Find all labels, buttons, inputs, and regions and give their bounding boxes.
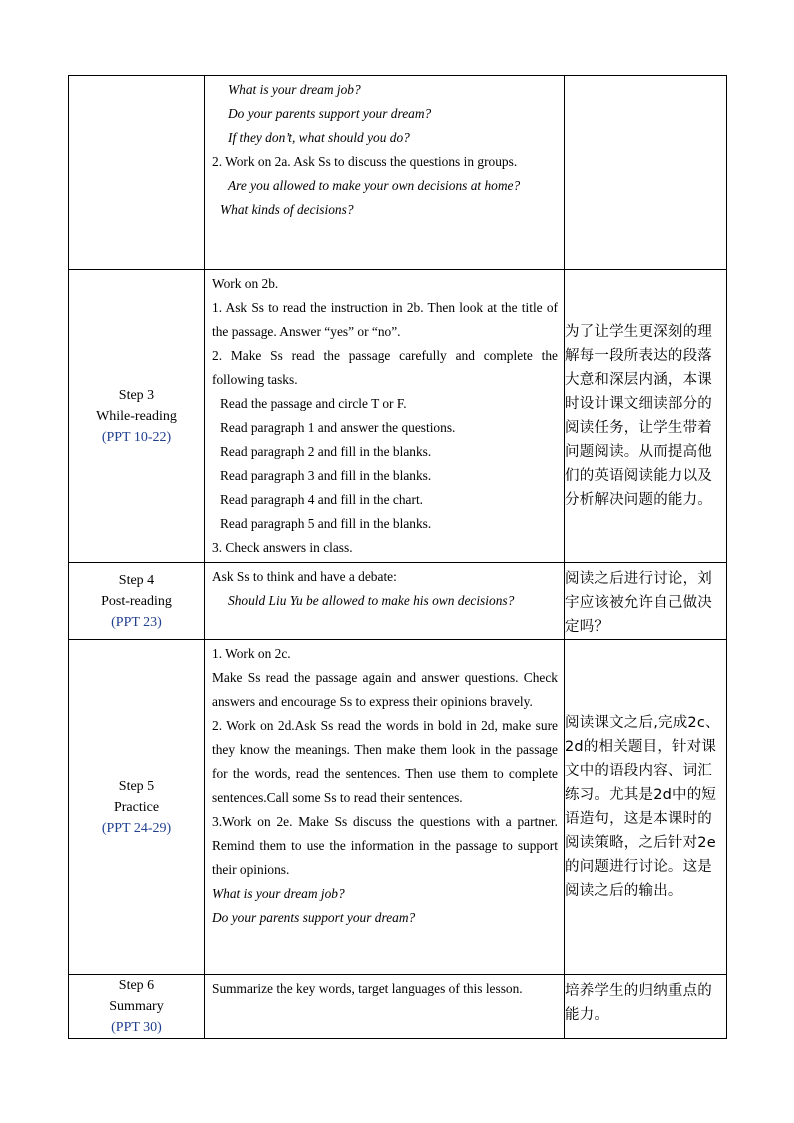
design-note-cell [565,76,727,270]
lesson-plan-table [68,75,727,1039]
procedure-line: 1. Ask Ss to read the instruction in 2b. Then look at the title of the passage. Answer “yes” or “no”. [212,300,558,339]
procedure-line: 2. Make Ss read the passage carefully and complete the following tasks. [212,348,558,387]
design-note-cell [565,640,727,975]
step-title: Step 5 [118,778,155,794]
procedure-line: Do your parents support your dream? [212,910,416,925]
table-row [69,563,727,640]
procedure-line: Read paragraph 5 and fill in the blanks. [220,516,432,531]
design-note: 阅读课文之后,完成2c、2d的相关题目，针对课文中的语段内容、词汇练习。尤其是2d中的短语造句，这是本课时的阅读策略，之后针对2e的问题进行讨论。这是阅读之后的输出。 [565,715,720,899]
table-row [69,975,727,1039]
procedure-line: If they don’t, what should you do? [228,130,410,145]
step-name: Summary [109,999,164,1014]
procedure-line: What is your dream job? [212,886,345,901]
procedure-line: 3.Work on 2e. Make Ss discuss the questions with a partner. Remind them to use the information in the passage to support their opinions. [212,814,558,877]
procedure-line: 2. Work on 2d.Ask Ss read the words in bold in 2d, make sure they know the meanings. Then make them look in the passage for the words, read the sentences. Then use them to complete sentences.Call some Ss to read their sentences. [212,718,558,805]
procedure-line: Work on 2b. [212,276,279,291]
procedure-line: 3. Check answers in class. [212,540,353,555]
step-name: Practice [113,799,160,815]
design-note-cell [565,270,727,563]
step-cell [69,640,205,975]
table-row [69,640,727,975]
step-ppt: (PPT 10-22) [101,429,172,445]
procedure-line: 1. Work on 2c. [212,646,291,661]
procedure-line: Ask Ss to think and have a debate: [212,569,397,584]
procedure-line: What is your dream job? [228,82,361,97]
procedure-cell [205,76,565,270]
step-title: Step 4 [118,572,155,588]
procedure-line: Read paragraph 2 and fill in the blanks. [220,444,432,459]
procedure-line: 2. Work on 2a. Ask Ss to discuss the questions in groups. [212,154,518,169]
table-row [69,76,727,270]
step-name: While-reading [96,408,177,424]
procedure-line: Are you allowed to make your own decisions at home? [228,178,521,193]
step-ppt: (PPT 30) [111,1020,162,1035]
procedure-line: Read paragraph 3 and fill in the blanks. [220,468,432,483]
step-ppt: (PPT 24-29) [101,820,172,836]
step-ppt: (PPT 23) [111,614,162,630]
procedure-line: Read paragraph 1 and answer the questions. [220,420,456,435]
design-note: 培养学生的归纳重点的能力。 [565,983,712,1023]
step-title: Step 3 [118,387,155,403]
procedure-cell [205,270,565,563]
step-cell [69,76,205,270]
procedure-line: Read the passage and circle T or F. [220,396,407,411]
procedure-line: Read paragraph 4 and fill in the chart. [220,492,424,507]
procedure-cell [205,640,565,975]
design-note: 为了让学生更深刻的理解每一段所表达的段落大意和深层内涵，本课时设计课文细读部分的阅读任务，让学生带着问题阅读。从而提高他们的英语阅读能力以及分析解决问题的能力。 [565,324,712,508]
procedure-line: Make Ss read the passage again and answer questions. Check answers and encourage Ss to express their opinions bravely. [212,670,558,709]
procedure-cell [205,563,565,640]
step-title: Step 6 [118,978,155,993]
design-note-cell [565,563,727,640]
procedure-line: What kinds of decisions? [220,202,354,217]
procedure-line: Do your parents support your dream? [228,106,432,121]
design-note: 阅读之后进行讨论，刘宇应该被允许自己做决定吗？ [565,571,712,635]
procedure-cell [205,975,565,1039]
procedure-line: Should Liu Yu be allowed to make his own decisions? [228,593,515,608]
design-note-cell [565,975,727,1039]
step-cell [69,270,205,563]
step-cell [69,563,205,640]
table-row [69,270,727,563]
step-name: Post-reading [101,593,172,609]
procedure-line: Summarize the key words, target languages of this lesson. [212,981,523,996]
step-cell [69,975,205,1039]
